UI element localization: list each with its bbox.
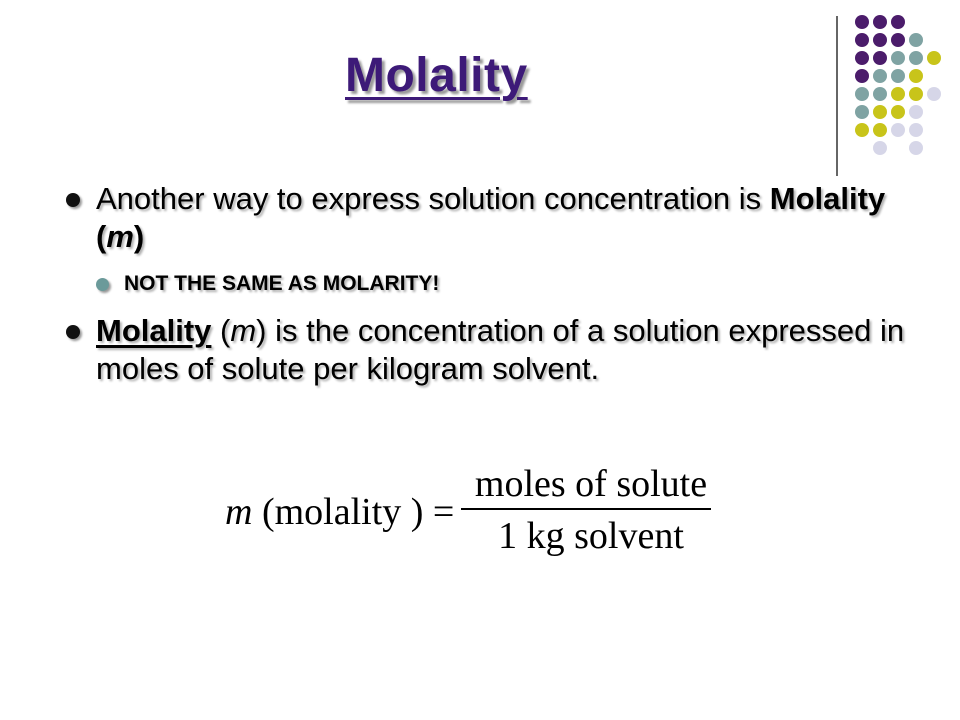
sub-bullet-item	[94, 270, 924, 298]
bullet-open-paren: (	[211, 313, 231, 348]
bullet-italic-symbol: m	[106, 219, 134, 254]
bullet-definition: ) is the concentration of a solution expressed in moles of solute per kilogram solvent.	[96, 313, 905, 386]
bullet-icon	[66, 325, 80, 339]
formula-denominator: 1 kg solvent	[498, 515, 684, 557]
dot-grid-icon	[0, 0, 960, 200]
bullet-term: Molality	[96, 313, 212, 348]
bullet-close-paren: )	[133, 219, 145, 254]
sub-bullet-icon	[96, 278, 109, 291]
bullet-item	[64, 312, 924, 388]
formula-numerator: moles of solute	[474, 463, 708, 505]
molality-formula	[225, 462, 725, 562]
bullet-bold-term: Molality (	[96, 181, 886, 254]
slide-title: Molality	[345, 49, 528, 102]
bullet-text: Another way to express solution concentration is	[96, 181, 770, 216]
fraction-bar	[461, 508, 711, 510]
bullet-icon	[66, 193, 80, 207]
bullet-item	[64, 180, 924, 256]
slide-body	[64, 180, 924, 402]
bullet-italic-symbol: m	[230, 313, 257, 348]
formula-lhs-text: (molality ) =	[252, 491, 455, 533]
sub-bullet-text: NOT THE SAME AS MOLARITY!	[124, 272, 440, 295]
formula-lhs	[225, 490, 454, 534]
dot-grid	[855, 15, 941, 155]
formula-variable: m	[225, 491, 253, 533]
